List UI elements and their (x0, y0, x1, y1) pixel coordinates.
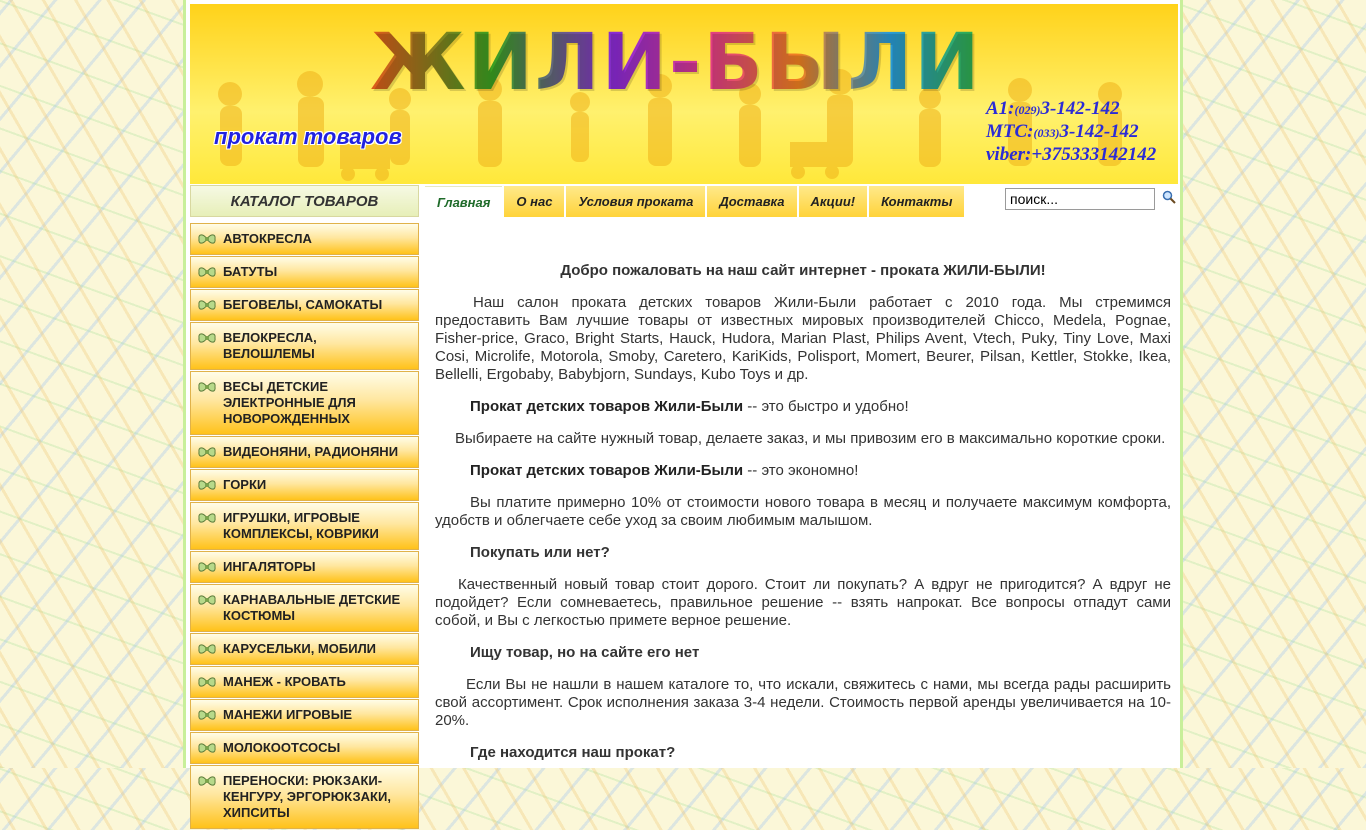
catalog-item[interactable] (190, 322, 419, 370)
bow-icon (197, 741, 217, 755)
buy-heading (435, 544, 1171, 562)
phone-code: (029) (1014, 103, 1041, 117)
catalog-title: КАТАЛОГ ТОВАРОВ (190, 185, 419, 217)
catalog-sidebar (190, 223, 419, 830)
catalog-item[interactable] (190, 289, 419, 321)
buy-heading-text: Покупать или нет? (470, 544, 610, 561)
order-paragraph (435, 430, 1171, 448)
phone-label: МТС: (986, 121, 1034, 142)
catalog-item[interactable] (190, 633, 419, 665)
search-heading (435, 644, 1171, 662)
catalog-item[interactable] (190, 371, 419, 435)
phone-mts[interactable] (986, 121, 1156, 144)
search-input[interactable] (1005, 188, 1155, 210)
nav-home[interactable]: Главная (425, 186, 502, 218)
nav-delivery[interactable]: Доставка (707, 186, 796, 217)
page-container (183, 0, 1183, 820)
buy-paragraph (435, 576, 1171, 630)
bow-icon (197, 298, 217, 312)
catalog-item[interactable] (190, 666, 419, 698)
catalog-item[interactable] (190, 551, 419, 583)
catalog-item-label: БАТУТЫ (223, 264, 278, 279)
catalog-item-label: МАНЕЖ - КРОВАТЬ (223, 674, 346, 689)
search-heading-text: Ищу товар, но на сайте его нет (470, 644, 700, 661)
catalog-item-label: ВЕЛОКРЕСЛА, ВЕЛОШЛЕМЫ (223, 330, 317, 361)
tagline: прокат товаров (214, 124, 402, 149)
bow-icon (197, 511, 217, 525)
bow-icon (197, 265, 217, 279)
catalog-item[interactable] (190, 502, 419, 550)
nav-contacts[interactable]: Контакты (869, 186, 964, 217)
phone-block (986, 98, 1156, 166)
bow-icon (197, 708, 217, 722)
pay-paragraph (435, 494, 1171, 530)
site-logo[interactable] (370, 18, 990, 108)
phone-code: (033) (1033, 126, 1060, 140)
nav-rental-terms[interactable]: Условия проката (566, 186, 705, 217)
notfound-paragraph (435, 676, 1171, 730)
intro-paragraph (435, 294, 1171, 384)
fast-bold: Прокат детских товаров Жили-Были (470, 398, 744, 415)
bow-icon (197, 774, 217, 788)
economy-bold: Прокат детских товаров Жили-Были (470, 462, 744, 479)
bow-icon (197, 331, 217, 345)
pay-text: Вы платите примерно 10% от стоимости нового товара в месяц и получаете максимум комфорта, удобств и облегчаете себе уход за своим любимым малышом. (435, 494, 1171, 529)
nav-about[interactable]: О нас (504, 186, 564, 217)
catalog-item-label: МАНЕЖИ ИГРОВЫЕ (223, 707, 353, 722)
fast-rest: -- это быстро и удобно! (743, 398, 909, 415)
fast-paragraph (435, 398, 1171, 416)
main-nav (425, 186, 966, 217)
catalog-item[interactable] (190, 436, 419, 468)
bow-icon (197, 478, 217, 492)
catalog-item-label: ИНГАЛЯТОРЫ (223, 559, 316, 574)
catalog-item[interactable] (190, 732, 419, 764)
catalog-item-label: ГОРКИ (223, 477, 267, 492)
catalog-item-label: ВИДЕОНЯНИ, РАДИОНЯНИ (223, 444, 399, 459)
order-text: Выбираете на сайте нужный товар, делаете заказ, и мы привозим его в максимально короткие сроки. (455, 430, 1166, 447)
notfound-text: Если Вы не нашли в нашем каталоге то, что искали, свяжитесь с нами, мы всегда рады расширить свой ассортимент. Срок исполнения заказа 3-4 недели. Стоимость первой аренды увеличивается на 10-20%. (435, 676, 1171, 729)
catalog-item-label: ПЕРЕНОСКИ: РЮКЗАКИ-КЕНГУРУ, ЭРГОРЮКЗАКИ, ХИПСИТЫ (223, 773, 391, 820)
bow-icon (197, 560, 217, 574)
bow-icon (197, 642, 217, 656)
catalog-item[interactable] (190, 469, 419, 501)
bow-icon (197, 232, 217, 246)
catalog-item[interactable] (190, 699, 419, 731)
phone-viber[interactable] (986, 144, 1156, 166)
catalog-item-label: ВЕСЫ ДЕТСКИЕ ЭЛЕКТРОННЫЕ ДЛЯ НОВОРОЖДЕННЫХ (223, 379, 356, 426)
bow-icon (197, 593, 217, 607)
main-content (435, 218, 1171, 776)
buy-text: Качественный новый товар стоит дорого. Стоит ли покупать? А вдруг не пригодится? А вдруг не подойдет? Если сомневаетесь, правильное решение -- взять напрокат. Все вопросы отпадут сами собой, и Вы с легкостью примете верное решение. (435, 576, 1171, 629)
catalog-item-label: БЕГОВЕЛЫ, САМОКАТЫ (223, 297, 383, 312)
where-heading (435, 744, 1171, 762)
catalog-item-label: КАРУСЕЛЬКИ, МОБИЛИ (223, 641, 377, 656)
phone-number: 3-142-142 (1059, 121, 1139, 142)
logo-text: ЖИЛИ-БЫЛИ (370, 18, 982, 108)
catalog-item[interactable] (190, 223, 419, 255)
intro-text: Наш салон проката детских товаров Жили-Были работает с 2010 года. Мы стремимся предоставить Вам лучшие товары от известных мировых производителей Chicco, Medela, Pognae, Fisher-price, Graco, Bright Starts, Hauck, Hudora, Marian Plast, Philips Avent, Vtech, Puky, Tiny Love, Maxi Cosi, Microlife, Motorola, Smoby, Caretero, KariKids, Polisport, Momert, Beurer, Pilsan, Kettler, Stokke, Ikea, Bellelli, Ergobaby, Babybjorn, Sundays, Kubo Toys и др. (435, 294, 1171, 383)
catalog-item-label: КАРНАВАЛЬНЫЕ ДЕТСКИЕ КОСТЮМЫ (223, 592, 401, 623)
economy-rest: -- это экономно! (743, 462, 859, 479)
economy-paragraph (435, 462, 1171, 480)
catalog-item-label: МОЛОКООТСОСЫ (223, 740, 341, 755)
catalog-item[interactable] (190, 584, 419, 632)
catalog-item[interactable] (190, 765, 419, 829)
catalog-item[interactable] (190, 256, 419, 288)
bow-icon (197, 675, 217, 689)
phone-label: viber: (986, 144, 1032, 165)
phone-a1[interactable] (986, 98, 1156, 121)
catalog-item-label: ИГРУШКИ, ИГРОВЫЕ КОМПЛЕКСЫ, КОВРИКИ (223, 510, 379, 541)
catalog-item-label: АВТОКРЕСЛА (223, 231, 312, 246)
where-heading-text: Где находится наш прокат? (470, 744, 676, 761)
site-header (190, 4, 1178, 184)
magnifier-icon[interactable] (1162, 190, 1176, 204)
phone-number: +375333142142 (1031, 144, 1157, 165)
bow-icon (197, 445, 217, 459)
nav-promotions[interactable]: Акции! (799, 186, 868, 217)
phone-number: 3-142-142 (1040, 98, 1120, 119)
welcome-heading: Добро пожаловать на наш сайт интернет - проката ЖИЛИ-БЫЛИ! (560, 262, 1046, 279)
phone-label: A1: (986, 98, 1015, 119)
bow-icon (197, 380, 217, 394)
